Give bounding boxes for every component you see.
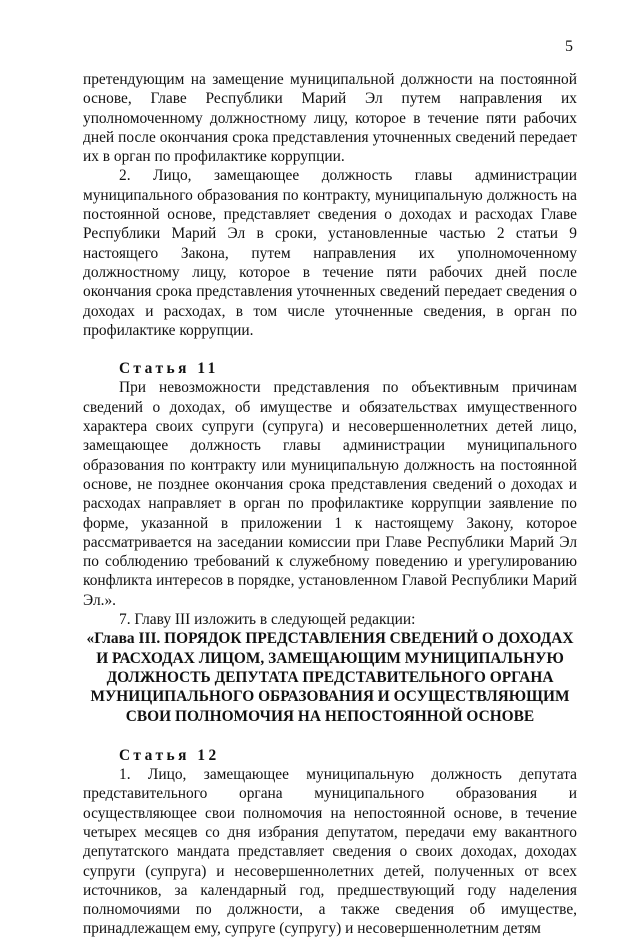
amendment-item-7: 7. Главу III изложить в следующей редакции: <box>119 611 416 629</box>
article-11-heading: Статья 11 <box>119 360 219 378</box>
paragraph-continuation: претендующим на замещение муниципальной должности на постоянной основе, Главе Республики Марий Эл путем направления их уполномоченному должностному лицу, которое в течение пяти рабочих дней после окончания срока представления уточненных сведений передает их в орган по профилактике коррупции. <box>83 71 577 166</box>
article-12-text: 1. Лицо, замещающее муниципальную должность депутата представительного органа муниципального образования и осуществляющее свои полномочия на непостоянной основе, в течение четырех месяцев со дня избрания депутатом, передачи ему вакантного депутатского мандата представляет сведения о своих доходах, доходах супруги (супруга) и несовершеннолетних детей, полученных от всех источников, за календарный год, предшествующий году наделения полномочиями по должности, а также сведения об имуществе, принадлежащем ему, супруге (супругу) и несовершеннолетним детям <box>83 766 577 938</box>
article-11-text: При невозможности представления по объективным причинам сведений о доходах, об имуществе и обязательствах имущественного характера своих супруги (супруга) и несовершеннолетних детей лицо, замещающее должность главы администрации муниципального образования по контракту или муниципальную должность на постоянной основе, не позднее окончания срока представления сведений о доходах и расходах направляет в орган по профилактике коррупции заявление по форме, указанной в приложении 1 к настоящему Закону, которое рассматривается на заседании комиссии при Главе Республики Марий Эл по соблюдению требований к служебному поведению и урегулированию конфликта интересов в порядке, установленном Главой Республики Марий Эл.». <box>83 379 577 609</box>
article-12-heading: Статья 12 <box>119 746 220 764</box>
chapter-3-heading: «Глава III. ПОРЯДОК ПРЕДСТАВЛЕНИЯ СВЕДЕНИЙ О ДОХОДАХ И РАСХОДАХ ЛИЦОМ, ЗАМЕЩАЮЩИМ МУНИЦИПАЛЬНУЮ ДОЛЖНОСТЬ ДЕПУТАТА ПРЕДСТАВИТЕЛЬНОГО ОРГАНА МУНИЦИПАЛЬНОГО ОБРАЗОВАНИЯ И ОСУЩЕСТВЛЯЮЩИМ СВОИ ПОЛНОМОЧИЯ НА НЕПОСТОЯННОЙ ОСНОВЕ <box>86 630 574 725</box>
document-body <box>83 70 577 939</box>
paragraph-item-2: 2. Лицо, замещающее должность главы администрации муниципального образования по контракту, муниципальную должность на постоянной основе, представляет сведения о доходах и расходах Главе Республики Марий Эл в сроки, установленные частью 2 статьи 9 настоящего Закона, путем направления их уполномоченному должностному лицу, которое в течение пяти рабочих дней после окончания срока представления уточненных сведений передает сведения о доходах и расходах, в том числе уточненные сведения, в орган по профилактике коррупции. <box>83 167 577 339</box>
page-number: 5 <box>565 38 573 55</box>
